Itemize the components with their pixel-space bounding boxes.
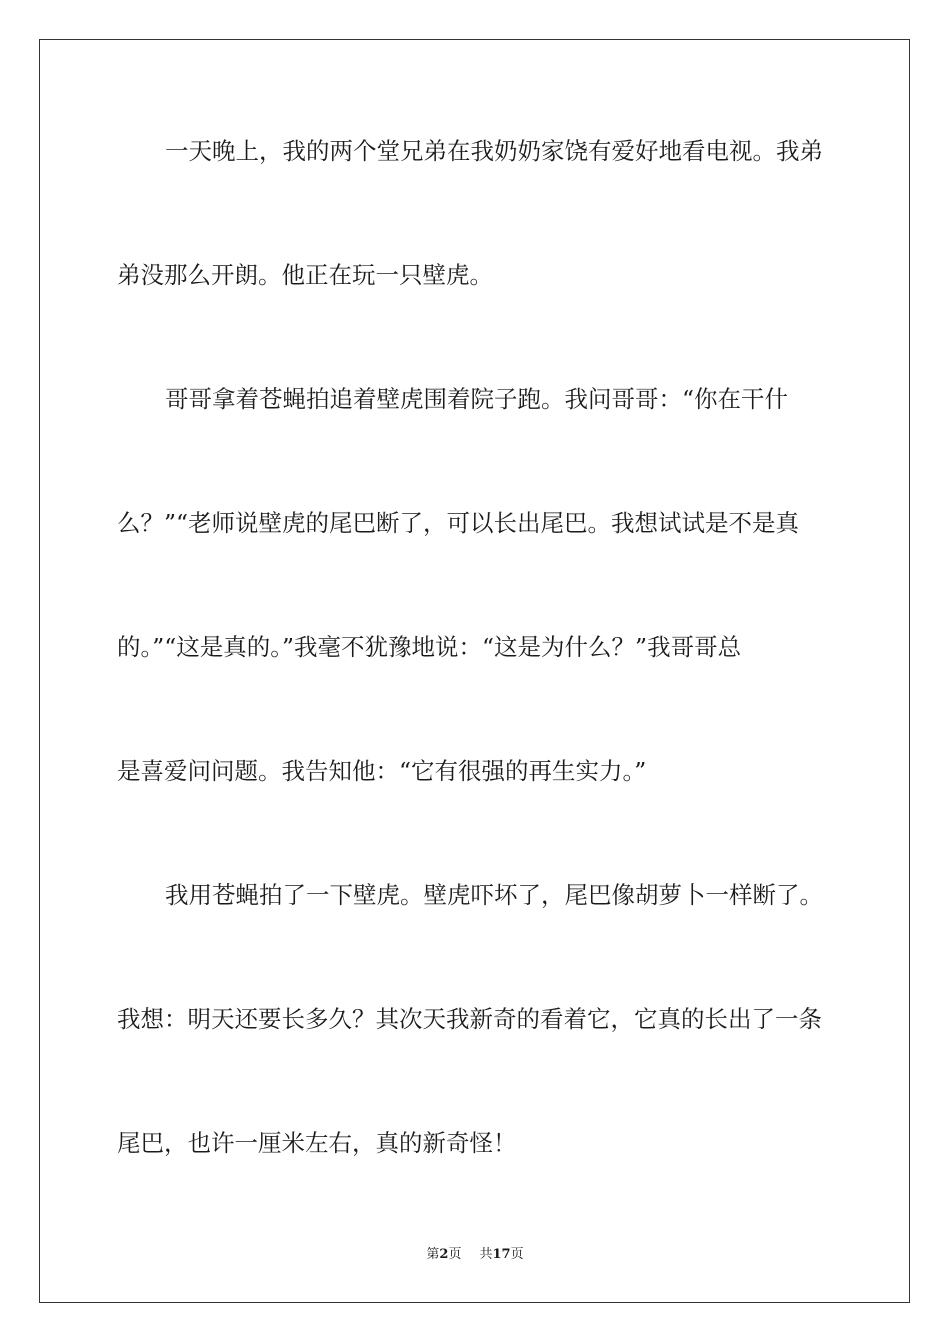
page-suffix: 页 [448, 1247, 462, 1262]
paragraph-3-line-2: 我想：明天还要长多久？其次天我新奇的看着它，它真的长出了一条 [117, 1005, 822, 1033]
page-number: 2 [439, 1247, 449, 1262]
paragraph-2-line-3: 的。”“这是真的。”我毫不犹豫地说：“这是为什么？”我哥哥总 [117, 633, 742, 661]
total-pages: 17 [492, 1247, 511, 1262]
total-suffix: 页 [510, 1247, 524, 1262]
paragraph-1-line-2: 弟没那么开朗。他正在玩一只壁虎。 [117, 261, 493, 289]
paragraph-2-line-2: 么？”“老师说壁虎的尾巴断了，可以长出尾巴。我想试试是不是真 [117, 509, 800, 537]
paragraph-3-line-3: 尾巴，也许一厘米左右，真的新奇怪！ [117, 1129, 517, 1157]
page-label: 第 [426, 1247, 440, 1262]
page-border [39, 39, 910, 1303]
paragraph-1-line-1: 一天晚上，我的两个堂兄弟在我奶奶家饶有爱好地看电视。我弟 [165, 137, 823, 165]
paragraph-2-line-4: 是喜爱问问题。我告知他：“它有很强的再生实力。” [117, 757, 647, 785]
paragraph-3-line-1: 我用苍蝇拍了一下壁虎。壁虎吓坏了，尾巴像胡萝卜一样断了。 [165, 881, 823, 909]
page-footer [0, 1246, 950, 1264]
paragraph-2-line-1: 哥哥拿着苍蝇拍追着壁虎围着院子跑。我问哥哥：“你在干什 [165, 385, 789, 413]
total-label: 共 [479, 1247, 493, 1262]
